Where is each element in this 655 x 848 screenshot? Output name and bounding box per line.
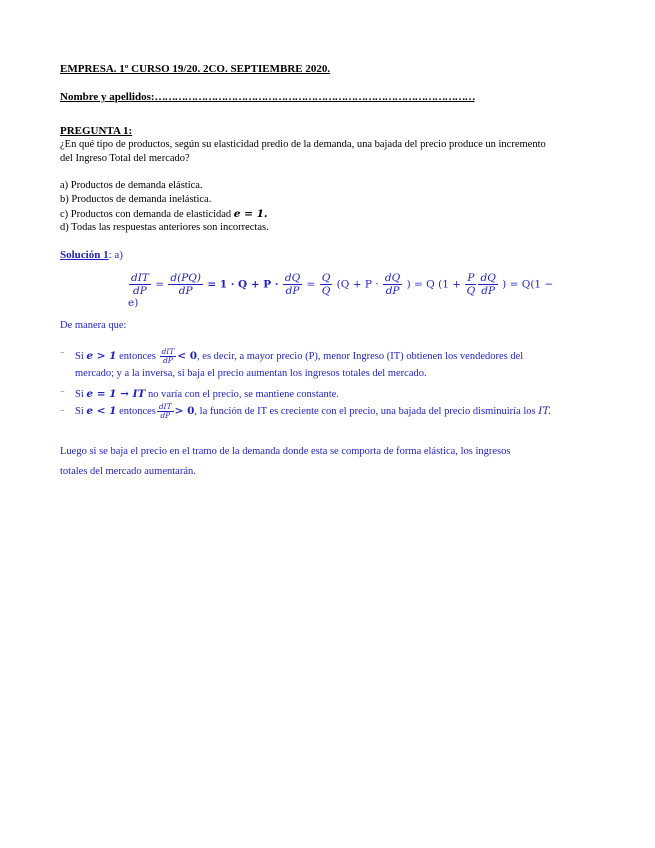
solution-intro: De manera que: bbox=[60, 320, 127, 331]
exam-title: EMPRESA. 1º CURSO 19/20. 2CO. SEPTIEMBRE 2020. bbox=[60, 63, 331, 75]
name-dots: …………………………………………………………………………………… bbox=[154, 91, 475, 103]
bullet-3 bbox=[75, 403, 551, 420]
bullet-marker: ⁻ bbox=[60, 388, 65, 398]
bullet-1-c: < 0 bbox=[177, 349, 198, 362]
frac-dIT-dP-small bbox=[157, 403, 174, 420]
conclusion-line1: Luego si se baja el precio en el tramo de la demanda donde esta se comporta de forma elástica, los ingresos bbox=[60, 446, 511, 457]
question-heading: PREGUNTA 1: bbox=[60, 125, 133, 137]
frac-num: d(PQ) bbox=[170, 272, 201, 284]
frac-num: dIT bbox=[131, 272, 149, 284]
frac-P-Q bbox=[465, 272, 476, 297]
conclusion-line2: totales del mercado aumentarán. bbox=[60, 466, 196, 477]
frac-den: dP bbox=[178, 285, 193, 297]
eq-part1: = 1 · Q + P · bbox=[207, 278, 279, 291]
frac-num: dIT bbox=[158, 402, 172, 411]
name-label: Nombre y apellidos: bbox=[60, 91, 155, 103]
frac-num: dQ bbox=[480, 272, 496, 284]
bullet-2 bbox=[75, 388, 339, 400]
bullet-2-cond: e = 1 → IT bbox=[86, 388, 146, 400]
bullet-marker: ⁻ bbox=[60, 349, 65, 359]
question-text-line1: ¿En qué tipo de productos, según su elasticidad predio de la demanda, una bajada del precio produce un incremento bbox=[60, 139, 546, 150]
option-c bbox=[60, 208, 268, 220]
bullet-1 bbox=[75, 348, 595, 365]
frac-dQ-dP bbox=[283, 272, 302, 297]
frac-den: dP bbox=[385, 285, 400, 297]
solution-label: Solución 1 bbox=[60, 249, 109, 261]
frac-num: P bbox=[467, 272, 475, 284]
option-c-math: e = 1. bbox=[233, 208, 268, 220]
eq-sign: = bbox=[306, 278, 316, 291]
bullet-1-d: , es decir, a mayor precio (P), menor Ingreso (IT) obtienen los vendedores del bbox=[197, 350, 524, 362]
frac-Q-Q bbox=[320, 272, 333, 297]
frac-num: dIT bbox=[161, 347, 175, 356]
frac-den: dP bbox=[481, 285, 496, 297]
frac-den: dP bbox=[162, 356, 173, 365]
eq-part2: (Q + P · bbox=[336, 278, 379, 291]
question-text-line2: del Ingreso Total del mercado? bbox=[60, 153, 190, 164]
frac-num: dQ bbox=[384, 272, 401, 284]
derivation-equation bbox=[128, 272, 558, 308]
bullet-2-a: Si bbox=[75, 389, 84, 400]
bullet-1-cond: e > 1 bbox=[86, 349, 117, 362]
bullet-2-b: no varía con el precio, se mantiene constante. bbox=[147, 389, 339, 400]
eq-part3: ) = Q (1 + bbox=[406, 278, 462, 291]
frac-den: dP bbox=[285, 285, 300, 297]
frac-den: dP bbox=[160, 411, 171, 420]
bullet-1-a: Si bbox=[75, 350, 84, 362]
bullet-3-c: > 0 bbox=[174, 404, 195, 417]
frac-dQ-dP bbox=[383, 272, 402, 297]
frac-dPQ-dP bbox=[168, 272, 203, 297]
bullet-3-b: entonces bbox=[119, 405, 156, 417]
option-a: a) Productos de demanda elástica. bbox=[60, 180, 203, 191]
bullet-3-cond: e < 1 bbox=[86, 404, 117, 417]
frac-den: Q bbox=[321, 285, 331, 297]
frac-dQ-dP bbox=[478, 272, 497, 297]
solution-answer: : a) bbox=[108, 249, 123, 261]
eq-sign: = bbox=[155, 278, 165, 291]
frac-den: dP bbox=[133, 285, 147, 297]
frac-den: Q bbox=[466, 285, 476, 297]
frac-num: dQ bbox=[284, 272, 301, 284]
option-c-text: c) Productos con demanda de elasticidad bbox=[60, 209, 232, 220]
option-d: d) Todas las respuestas anteriores son incorrectas. bbox=[60, 222, 269, 233]
bullet-3-e: IT. bbox=[538, 404, 552, 417]
bullet-1-b: entonces bbox=[119, 350, 156, 362]
option-b: b) Productos de demanda inelástica. bbox=[60, 194, 212, 205]
name-line bbox=[60, 91, 475, 103]
bullet-marker: ⁻ bbox=[60, 407, 65, 417]
bullet-1-line2: mercado; y a la inversa, si baja el precio aumentan los ingresos totales del mercado. bbox=[75, 368, 427, 379]
frac-dIT-dP bbox=[129, 272, 151, 297]
bullet-3-d: , la función de IT es creciente con el precio, una bajada del precio disminuiría los bbox=[194, 405, 536, 417]
bullet-3-a: Si bbox=[75, 405, 84, 417]
frac-num: Q bbox=[321, 272, 331, 284]
solution-heading bbox=[60, 249, 123, 261]
frac-dIT-dP-small bbox=[160, 348, 177, 365]
eq-part4: ) = Q(1 − e) bbox=[128, 278, 554, 309]
